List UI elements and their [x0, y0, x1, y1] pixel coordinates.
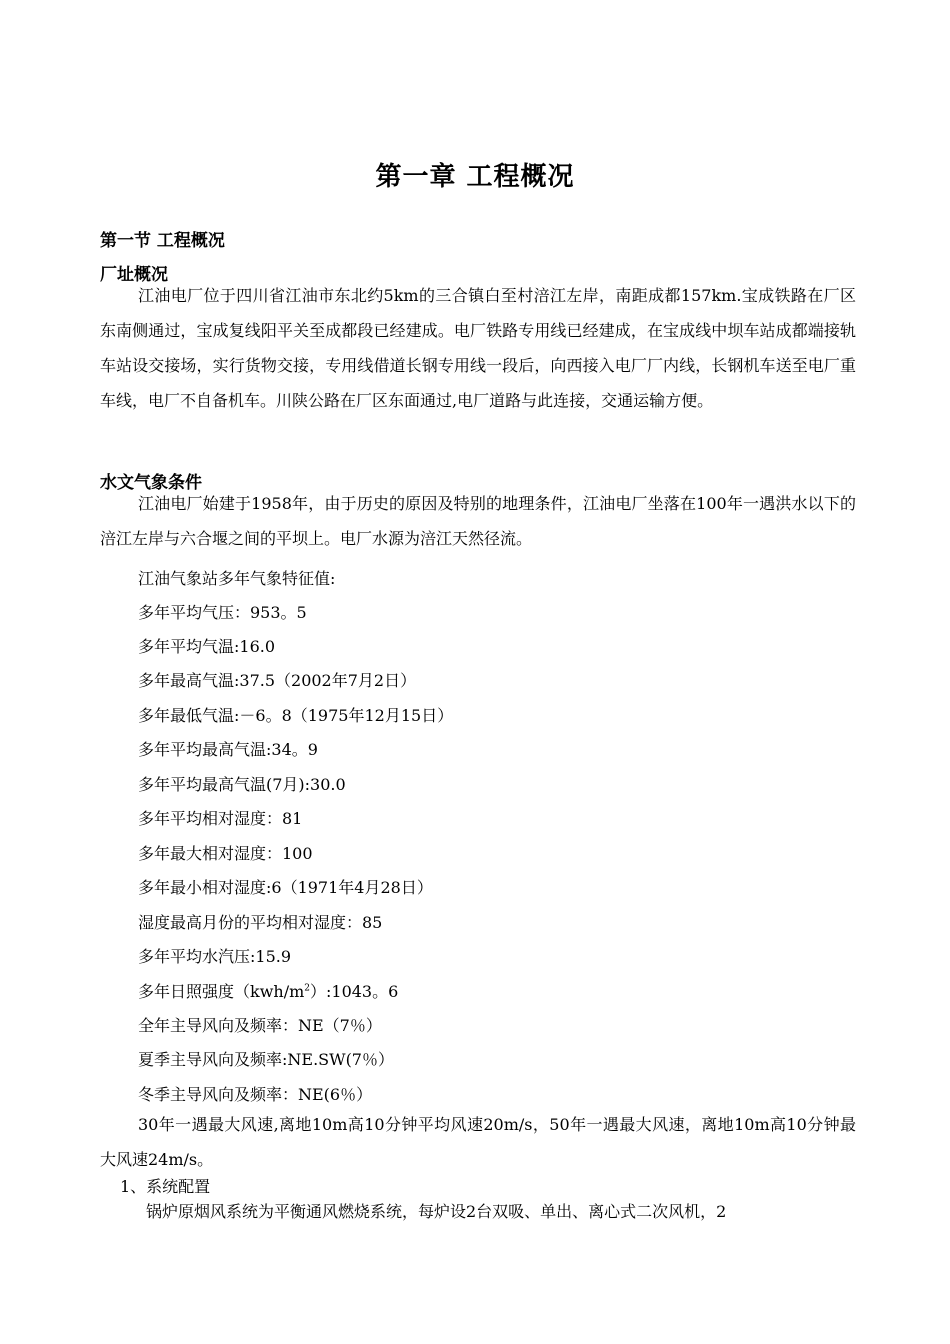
chapter-title: 第一章 工程概况	[375, 162, 575, 192]
climate-item: 多年平均最高气温:34。9	[138, 740, 318, 759]
climate-item: 多年最大相对湿度：100	[138, 844, 313, 863]
wind-item: 夏季主导风向及频率:NE.SW(7％）	[138, 1050, 394, 1069]
climate-item: 多年最高气温:37.5（2002年7月2日）	[138, 671, 417, 690]
climate-item: 多年最低气温:－6。8（1975年12月15日）	[138, 706, 454, 725]
climate-item: 多年平均相对湿度：81	[138, 809, 303, 828]
climate-item: 多年平均气温:16.0	[138, 637, 276, 656]
sunshine-prefix: 多年日照强度（kwh/m	[138, 982, 305, 1001]
system-paragraph: 锅炉原烟风系统为平衡通风燃烧系统，每炉设2台双吸、单出、离心式二次风机，2	[146, 1202, 727, 1221]
hydro-paragraph: 江油电厂始建于1958年，由于历史的原因及特别的地理条件，江油电厂坐落在100年一遇洪水以下的涪江左岸与六合堰之间的平坝上。电厂水源为涪江天然径流。	[100, 494, 856, 548]
site-heading: 厂址概况	[100, 265, 168, 285]
wind-item: 全年主导风向及频率：NE（7％）	[138, 1016, 382, 1035]
climate-intro: 江油气象站多年气象特征值:	[138, 569, 336, 588]
sunshine-item	[138, 979, 398, 1002]
section-title: 第一节 工程概况	[100, 231, 225, 251]
site-paragraph: 江油电厂位于四川省江油市东北约5km的三合镇白至村涪江左岸，南距成都157km.宝成铁路在厂区东南侧通过，宝成复线阳平关至成都段已经建成。电厂铁路专用线已经建成，在宝成线中坝车站成都端接轨车站设交接场，实行货物交接，专用线借道长钢专用线一段后，向西接入电厂厂内线，长钢机车送至电厂重车线，电厂不自备机车。川陕公路在厂区东面通过,电厂道路与此连接，交通运输方便。	[100, 286, 856, 410]
wind-item: 冬季主导风向及频率：NE(6％）	[138, 1085, 373, 1104]
climate-item: 多年平均水汽压:15.9	[138, 947, 292, 966]
wind-paragraph: 30年一遇最大风速,离地10m高10分钟平均风速20m/s，50年一遇最大风速，离地10m高10分钟最大风速24m/s。	[100, 1115, 856, 1169]
climate-item: 湿度最高月份的平均相对湿度：85	[138, 913, 383, 932]
sunshine-suffix: ）:1043。6	[310, 982, 399, 1001]
climate-item: 多年最小相对湿度:6（1971年4月28日）	[138, 878, 433, 897]
climate-item: 多年平均最高气温(7月):30.0	[138, 775, 346, 794]
climate-item: 多年平均气压：953。5	[138, 603, 307, 622]
sunshine-sup: 2	[304, 983, 310, 994]
hydro-heading: 水文气象条件	[100, 473, 202, 493]
system-heading: 1、系统配置	[120, 1177, 211, 1196]
